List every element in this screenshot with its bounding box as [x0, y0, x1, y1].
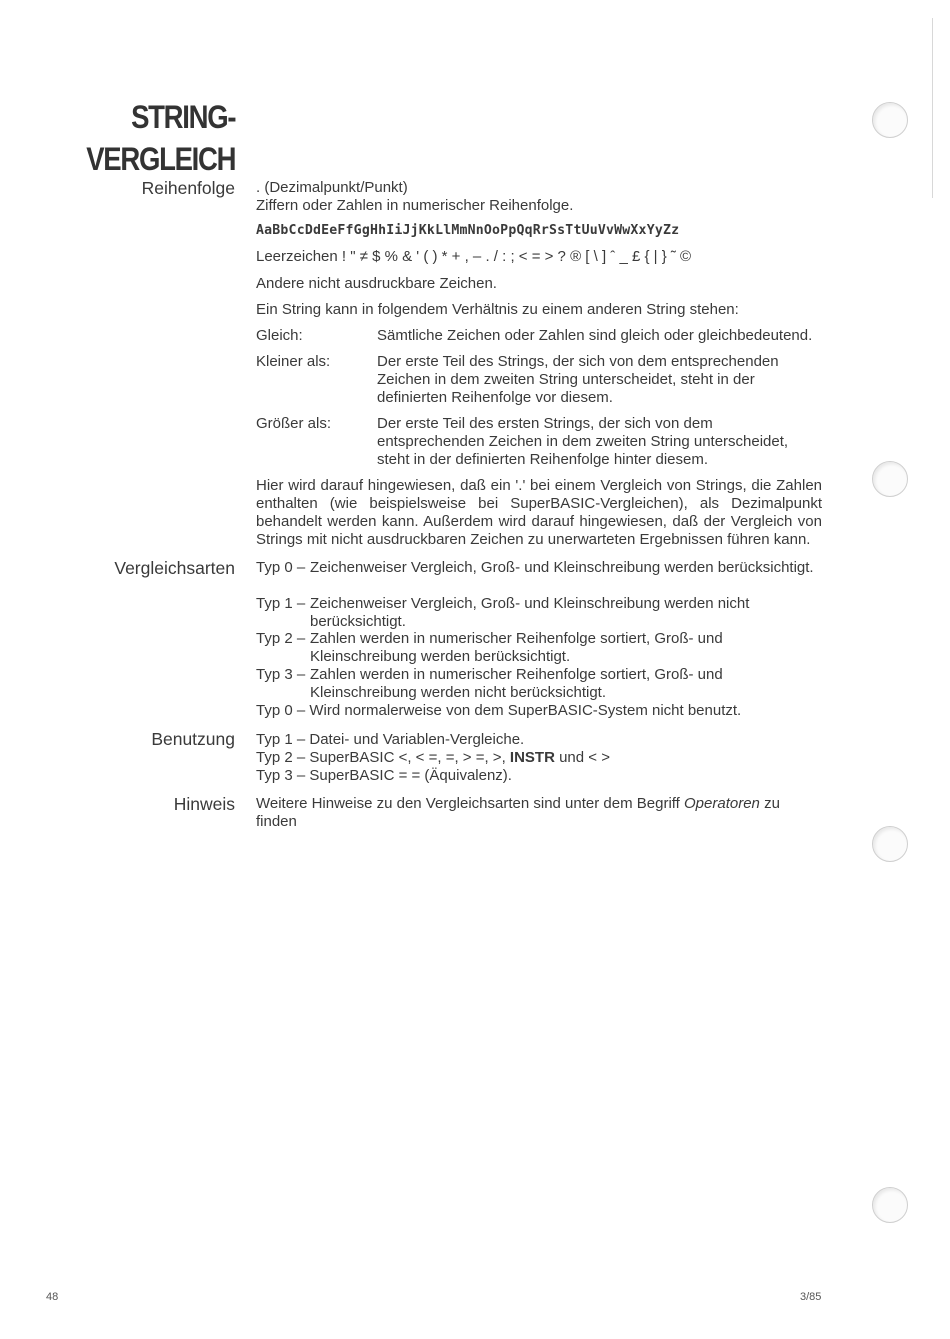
definition-desc-groesser: Der erste Teil des ersten Strings, der sich von dem entsprechenden Zeichen in dem zweiten String unterscheidet, steht in der definierten Reihenfolge hinter diesem.	[377, 415, 789, 468]
hint-paragraph	[256, 795, 822, 831]
section-label-hinweis: Hinweis	[173, 794, 235, 814]
definition-term-kleiner: Kleiner als:	[256, 353, 331, 370]
comparison-type-0-lead: Typ 0 –	[256, 559, 306, 576]
hint-suffix: zu finden	[256, 795, 780, 830]
punch-hole-4	[872, 1187, 908, 1223]
comparison-type-1	[256, 595, 822, 631]
definition-desc-kleiner: Der erste Teil des Strings, der sich von dem entsprechenden Zeichen in dem zweiten String unterscheidet, steht in der definierten Reihenfolge vor diesem.	[377, 353, 779, 406]
edition-date: 3/85	[800, 1291, 822, 1303]
usage-type-0: Typ 0 – Wird normalerweise von dem SuperBASIC-System nicht benutzt.	[256, 702, 742, 719]
comparison-type-1-text: Zeichenweiser Vergleich, Groß- und Kleinschreibung werden nicht berücksichtigt.	[310, 595, 750, 630]
page-edge-line	[932, 18, 933, 198]
order-line-decimal: . (Dezimalpunkt/Punkt)	[256, 179, 408, 196]
page-number: 48	[46, 1291, 59, 1303]
comparison-type-0-text: Zeichenweiser Vergleich, Groß- und Kleinschreibung werden berücksichtigt.	[310, 559, 814, 576]
comparison-type-2-text: Zahlen werden in numerischer Reihenfolge sortiert, Groß- und Kleinschreibung werden berücksichtigt.	[310, 630, 723, 665]
usage-type-2-instr: INSTR	[509, 749, 555, 766]
order-nonprintable: Andere nicht ausdruckbare Zeichen.	[256, 275, 497, 292]
comparison-type-3-text: Zahlen werden in numerischer Reihenfolge sortiert, Groß- und Kleinschreibung werden nicht berücksichtigt.	[310, 666, 723, 701]
comparison-type-1-lead: Typ 1 –	[256, 595, 306, 612]
definition-term-gleich: Gleich:	[256, 327, 303, 344]
hint-operatoren-term: Operatoren	[684, 795, 760, 812]
page-title	[86, 96, 235, 180]
usage-type-1: Typ 1 – Datei- und Variablen-Vergleiche.	[256, 731, 525, 748]
punch-hole-3	[872, 826, 908, 862]
section-label-reihenfolge: Reihenfolge	[141, 178, 235, 198]
title-line-1: STRING-	[130, 99, 235, 135]
comparison-type-0	[256, 559, 822, 577]
usage-type-2	[256, 749, 610, 767]
order-alphabet: AaBbCcDdEeFfGgHhIiJjKkLlMmNnOoPpQqRrSsTtUuVvWwXxYyZz	[256, 223, 680, 238]
usage-type-2-suffix: und < >	[554, 749, 610, 766]
section-label-vergleichsarten: Vergleichsarten	[114, 558, 235, 578]
order-symbols: Leerzeichen ! " ≠ $ % & ' ( ) * + , – . / : ; < = > ? ® [ \ ] ˆ _ £ { | } ˜ ©	[256, 248, 692, 265]
comparison-type-3-lead: Typ 3 –	[256, 666, 306, 683]
comparison-type-3	[256, 666, 822, 702]
definition-term-groesser: Größer als:	[256, 415, 332, 432]
comparison-type-2-lead: Typ 2 –	[256, 630, 306, 647]
punch-hole-1	[872, 102, 908, 138]
definition-desc-gleich: Sämtliche Zeichen oder Zahlen sind gleich oder gleichbedeutend.	[377, 327, 813, 344]
section-label-benutzung: Benutzung	[151, 729, 235, 749]
hint-prefix: Weitere Hinweise zu den Vergleichsarten sind unter dem Begriff	[256, 795, 685, 812]
usage-type-3: Typ 3 – SuperBASIC = = (Äquivalenz).	[256, 767, 512, 784]
title-line-2: VERGLEICH	[86, 141, 235, 177]
punch-hole-2	[872, 461, 908, 497]
order-line-digits: Ziffern oder Zahlen in numerischer Reihenfolge.	[256, 197, 574, 214]
relation-intro: Ein String kann in folgendem Verhältnis zu einem anderen String stehen:	[256, 301, 739, 318]
order-note-paragraph: Hier wird darauf hingewiesen, daß ein '.' bei einem Vergleich von Strings, die Zahlen enthalten (wie beispielsweise bei SuperBASIC-Vergleichen), als Dezimalpunkt behandelt werden kann. Außerdem wird darauf hingewiesen, daß der Vergleich von Strings mit nicht ausdruckbaren Zeichen zu unerwarteten Ergebnissen führen kann.	[256, 477, 822, 548]
comparison-type-2	[256, 630, 822, 666]
usage-type-2-prefix: Typ 2 – SuperBASIC <, < =, =, > =, >,	[256, 749, 510, 766]
